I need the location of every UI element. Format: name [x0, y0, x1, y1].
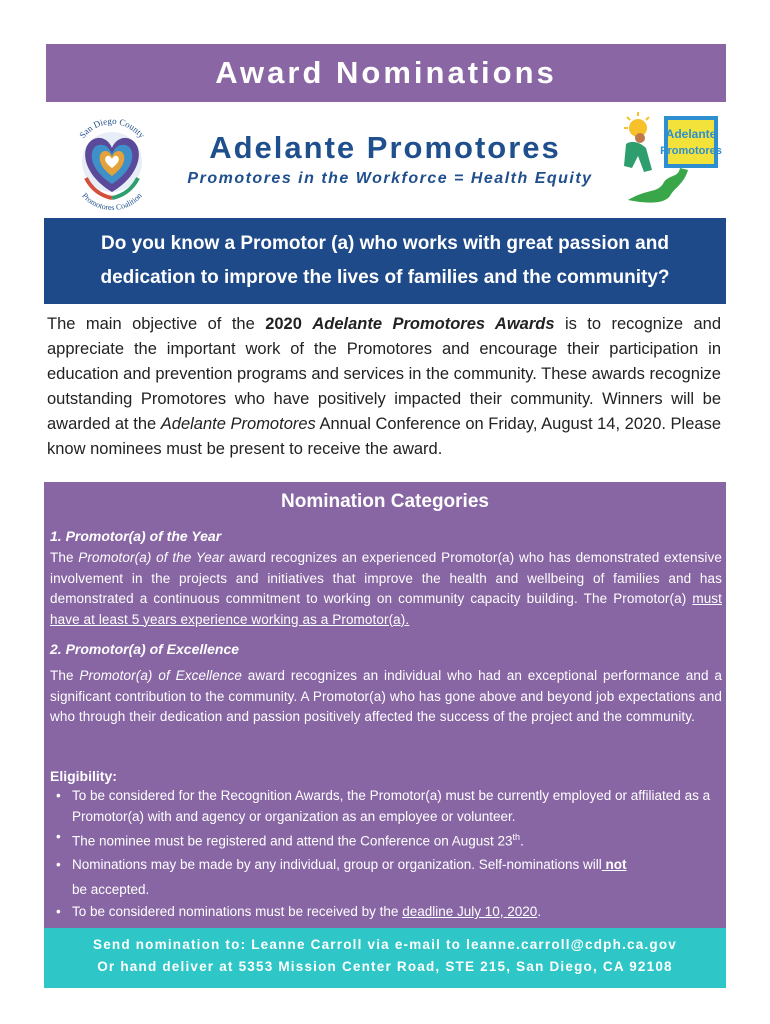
intro-part-3: Annual Conference on Friday, August 14, 2020. Please know nominees must be present to receive the award.: [47, 415, 721, 458]
logo-right-line2: Promotores: [660, 145, 722, 157]
eligibility-item-2-sup: th: [512, 832, 521, 842]
category-1-pre: The: [50, 550, 79, 565]
categories-title: Nomination Categories: [281, 491, 489, 512]
category-2-text: award recognizes an individual who had an exceptional performance and a significant contribution to the community. A Promotor(a) who has gone above and beyond job expectations and who through their dedication and passion positively affected the success of the project and the community.: [50, 668, 722, 724]
footer-address-line: Or hand deliver at 5353 Mission Center Road, STE 215, San Diego, CA 92108: [97, 959, 673, 974]
category-2-heading: 2. Promotor(a) of Excellence: [50, 641, 240, 657]
intro-award-name: Adelante Promotores Awards: [312, 315, 555, 333]
nomination-categories-panel: [44, 482, 726, 928]
intro-year: 2020: [265, 315, 302, 333]
org-tagline: Promotores in the Workforce = Health Equity: [187, 170, 593, 187]
question-box: [44, 218, 726, 304]
eligibility-item-2: [50, 827, 722, 852]
eligibility-item-4-text: To be considered nominations must be received by the: [72, 904, 403, 919]
logo-ring-top-text: San Diego County: [77, 115, 147, 141]
category-2-body: [50, 666, 722, 728]
eligibility-item-2-text: The nominee must be registered and attend the Conference on August 23: [72, 833, 513, 849]
heart-hands-logo-icon: [62, 104, 162, 212]
category-1-requirement: must have at least 5 years experience working as a Promotor(a).: [50, 591, 722, 627]
category-1-heading: 1. Promotor(a) of the Year: [50, 528, 222, 544]
submission-footer: [44, 928, 726, 988]
category-1-name: Promotor(a) of the Year: [78, 550, 225, 565]
footer-email-line: Send nomination to: Leanne Carroll via e-mail to leanne.carroll@cdph.ca.gov: [92, 937, 677, 952]
svg-text:Promotores Coalition: [80, 191, 143, 212]
adelante-promotores-logo-icon: [618, 108, 722, 204]
eligibility-item-3-end: be accepted.: [72, 882, 150, 897]
eligibility-item-4: [50, 902, 722, 923]
category-1-body: [50, 548, 722, 630]
category-2-pre: The: [50, 668, 80, 683]
eligibility-item-3-emphasis: not: [601, 857, 627, 872]
eligibility-list: [50, 786, 722, 923]
page-title: Award Nominations: [215, 55, 557, 90]
category-2-name: Promotor(a) of Excellence: [79, 668, 242, 683]
category-1-text: award recognizes an experienced Promotor(a) who has demonstrated extensive involvement in the projects and initiatives that improve the health and wellbeing of families and has demonstrated a continuous commitment to working on community capacity building. The Promotor(a): [50, 550, 722, 606]
logo-right-line1: Adelante: [665, 127, 717, 141]
intro-paragraph: [47, 312, 721, 462]
eligibility-item-3-text: Nominations may be made by any individual, group or organization. Self-nominations will: [72, 857, 602, 872]
eligibility-heading: Eligibility:: [50, 768, 117, 784]
intro-part-1: The main objective of the: [47, 315, 266, 333]
eligibility-item-2-end: .: [520, 833, 524, 849]
title-banner: [46, 44, 726, 102]
eligibility-item-3: [50, 852, 722, 902]
logo-ring-bottom-text: Promotores Coalition: [80, 191, 144, 212]
eligibility-deadline: deadline July 10, 2020: [402, 904, 538, 919]
question-text: Do you know a Promotor (a) who works with great passion and dedication to improve the lives of families and the community?: [100, 233, 670, 288]
eligibility-item-1: • To be considered for the Recognition Awards, the Promotor(a) must be currently employed or affiliated as a Promotor(a) with and agency or organization as an employee or volunteer.: [50, 786, 722, 827]
org-name: Adelante Promotores: [209, 130, 561, 165]
intro-conference-name: Adelante Promotores: [160, 415, 316, 433]
eligibility-item-4-end: .: [537, 904, 542, 919]
intro-part-2: is to recognize and appreciate the important work of the Promotores and encourage their participation in education and prevention programs and services in the community. These awards recognize outstanding Promotores who have positively impacted their community. Winners will be awarded at the: [47, 315, 722, 433]
